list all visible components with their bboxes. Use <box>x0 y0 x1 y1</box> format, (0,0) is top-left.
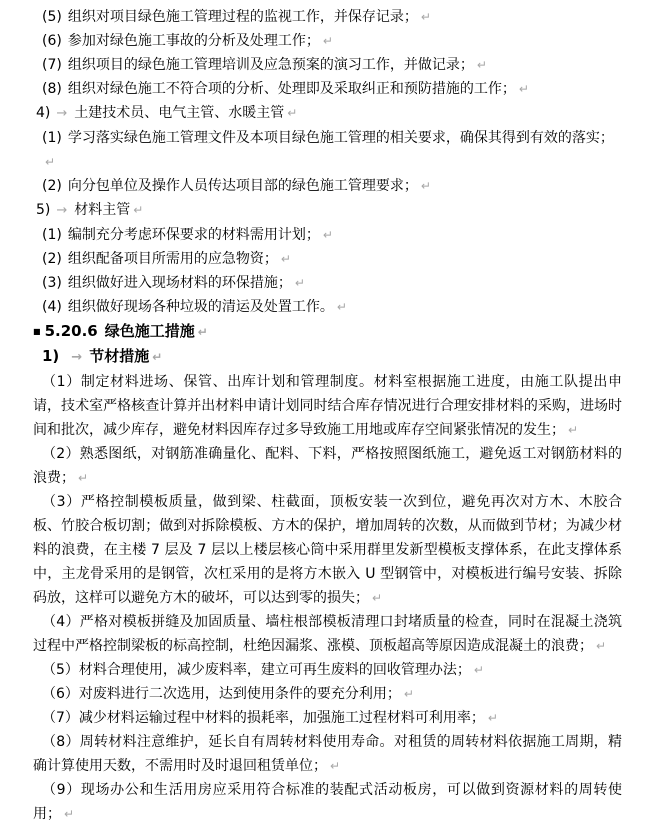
item-text: 组织对项目绿色施工管理过程的监视工作，并保存记录； <box>67 9 418 25</box>
item-text: 组织做好进入现场材料的环保措施； <box>67 275 292 291</box>
list-item <box>33 174 622 198</box>
paragraph <box>33 490 622 610</box>
pilcrow-icon: ↵ <box>487 711 498 725</box>
pilcrow-icon: ↵ <box>45 155 56 169</box>
pilcrow-icon: ↵ <box>280 252 291 266</box>
role-heading <box>33 198 622 223</box>
item-text: 学习落实绿色施工管理文件及本项目绿色施工管理的相关要求，确保其得到有效的落实； <box>67 130 614 146</box>
pilcrow-icon: ↵ <box>568 423 579 437</box>
pilcrow-icon: ↵ <box>197 325 208 339</box>
item-number: (3) <box>42 275 62 291</box>
list-item <box>33 126 622 174</box>
pilcrow-icon: ↵ <box>473 663 484 677</box>
item-number: (6) <box>42 33 62 49</box>
role-number: 4) <box>36 105 51 121</box>
heading-bullet-icon: ■ <box>33 327 41 336</box>
role-number: 5) <box>36 202 51 218</box>
item-text: 组织配备项目所需用的应急物资； <box>67 251 278 267</box>
pilcrow-icon: ↵ <box>596 639 607 653</box>
subsection-title: 节材措施 <box>89 347 150 365</box>
paragraph <box>33 370 622 442</box>
pilcrow-icon: ↵ <box>133 203 144 217</box>
pilcrow-icon: ↵ <box>403 687 414 701</box>
pilcrow-icon: ↵ <box>420 179 431 193</box>
list-item <box>33 5 622 29</box>
subsection-heading <box>33 344 622 370</box>
paragraph-text: （3）严格控制模板质量，做到梁、柱截面，顶板安装一次到位，避免再次对方木、木胶合板、竹胶合板切割；做到对拆除模板、方木的保护，增加周转的次数，从而做到节材；为减少材料的浪费，在主楼 7 层及 7 层以上楼层核心筒中采用群里发新型模板支撑体系，在此支撑体系中，主龙骨采用的是钢管，次杠采用的是将方木嵌入 U 型钢管中，对模板进行编号安装、拆除码放，这样可以避免方木的破坏，可以达到零的损失； <box>33 494 622 606</box>
paragraph <box>33 778 622 826</box>
list-item <box>33 77 622 101</box>
paragraph-text: （9）现场办公和生活用房应采用符合标准的装配式活动板房，可以做到资源材料的周转使用； <box>33 782 622 822</box>
paragraph-text: （7）减少材料运输过程中材料的损耗率，加强施工过程材料可利用率； <box>42 710 485 726</box>
pilcrow-icon: ↵ <box>322 34 333 48</box>
section-number: 5.20.6 <box>44 322 98 340</box>
item-text: 组织对绿色施工不符合项的分析、处理即及采取纠正和预防措施的工作； <box>67 81 516 97</box>
tab-arrow-icon: → <box>71 350 83 365</box>
item-text: 组织项目的绿色施工管理培训及应急预案的演习工作，并做记录； <box>67 57 474 73</box>
list-item <box>33 223 622 247</box>
paragraph <box>33 610 622 658</box>
role-title: 材料主管 <box>74 202 131 218</box>
list-item <box>33 271 622 295</box>
paragraph <box>33 658 622 682</box>
paragraph <box>33 682 622 706</box>
list-item <box>33 247 622 271</box>
pilcrow-icon: ↵ <box>372 591 383 605</box>
paragraph-text: （4）严格对模板拼缝及加固质量、墙柱根部模板清理口封堵质量的检查，同时在混凝土浇筑过程中严格控制梁板的标高控制，杜绝因漏浆、涨模、顶板超高等原因造成混凝土的浪费； <box>33 614 622 654</box>
item-text: 组织做好现场各种垃圾的清运及处置工作。 <box>67 299 334 315</box>
item-text: 编制充分考虑环保要求的材料需用计划； <box>67 227 320 243</box>
paragraph-text: （2）熟悉图纸，对钢筋准确量化、配料、下料，严格按照图纸施工，避免返工对钢筋材料的浪费； <box>33 446 622 486</box>
paragraph <box>33 442 622 490</box>
pilcrow-icon: ↵ <box>64 807 75 821</box>
item-number: (2) <box>42 251 62 267</box>
pilcrow-icon: ↵ <box>336 300 347 314</box>
pilcrow-icon: ↵ <box>476 58 487 72</box>
paragraph-text: （5）材料合理使用，减少废料率，建立可再生废料的回收管理办法； <box>42 662 471 678</box>
item-number: (8) <box>42 81 62 97</box>
role-heading <box>33 101 622 126</box>
list-item <box>33 53 622 77</box>
paragraph <box>33 730 622 778</box>
item-number: (4) <box>42 299 62 315</box>
item-number: (1) <box>42 130 62 146</box>
pilcrow-icon: ↵ <box>518 82 529 96</box>
list-item <box>33 295 622 319</box>
item-number: (5) <box>42 9 62 25</box>
section-heading <box>33 319 622 344</box>
paragraph-text: （8）周转材料注意维护，延长自有周转材料使用寿命。对租赁的周转材料依据施工周期，精确计算使用天数，不需用时及时退回租赁单位； <box>33 734 622 774</box>
section-title: 绿色施工措施 <box>104 322 195 340</box>
pilcrow-icon: ↵ <box>287 106 298 120</box>
role-title: 土建技术员、电气主管、水暖主管 <box>74 105 285 121</box>
pilcrow-icon: ↵ <box>152 350 163 364</box>
pilcrow-icon: ↵ <box>78 471 89 485</box>
item-number: (7) <box>42 57 62 73</box>
item-text: 参加对绿色施工事故的分析及处理工作； <box>67 33 320 49</box>
paragraph-text: （6）对废料进行二次选用，达到使用条件的要充分利用； <box>42 686 401 702</box>
pilcrow-icon: ↵ <box>330 759 341 773</box>
tab-arrow-icon: → <box>56 203 68 218</box>
paragraph <box>33 706 622 730</box>
item-number: (2) <box>42 178 62 194</box>
pilcrow-icon: ↵ <box>420 10 431 24</box>
paragraph-text: （1）制定材料进场、保管、出库计划和管理制度。材料室根据施工进度，由施工队提出申请，技术室严格核查计算并出材料申请计划同时结合库存情况进行合理安排材料的采购，进场时间和批次，减少库存，避免材料因库存过多导致施工用地或库存空间紧张情况的发生； <box>33 374 622 438</box>
tab-arrow-icon: → <box>56 106 68 121</box>
item-number: (1) <box>42 227 62 243</box>
pilcrow-icon: ↵ <box>322 228 333 242</box>
list-item <box>33 29 622 53</box>
item-text: 向分包单位及操作人员传达项目部的绿色施工管理要求； <box>67 178 418 194</box>
pilcrow-icon: ↵ <box>294 276 305 290</box>
subsection-number: 1) <box>42 347 60 365</box>
